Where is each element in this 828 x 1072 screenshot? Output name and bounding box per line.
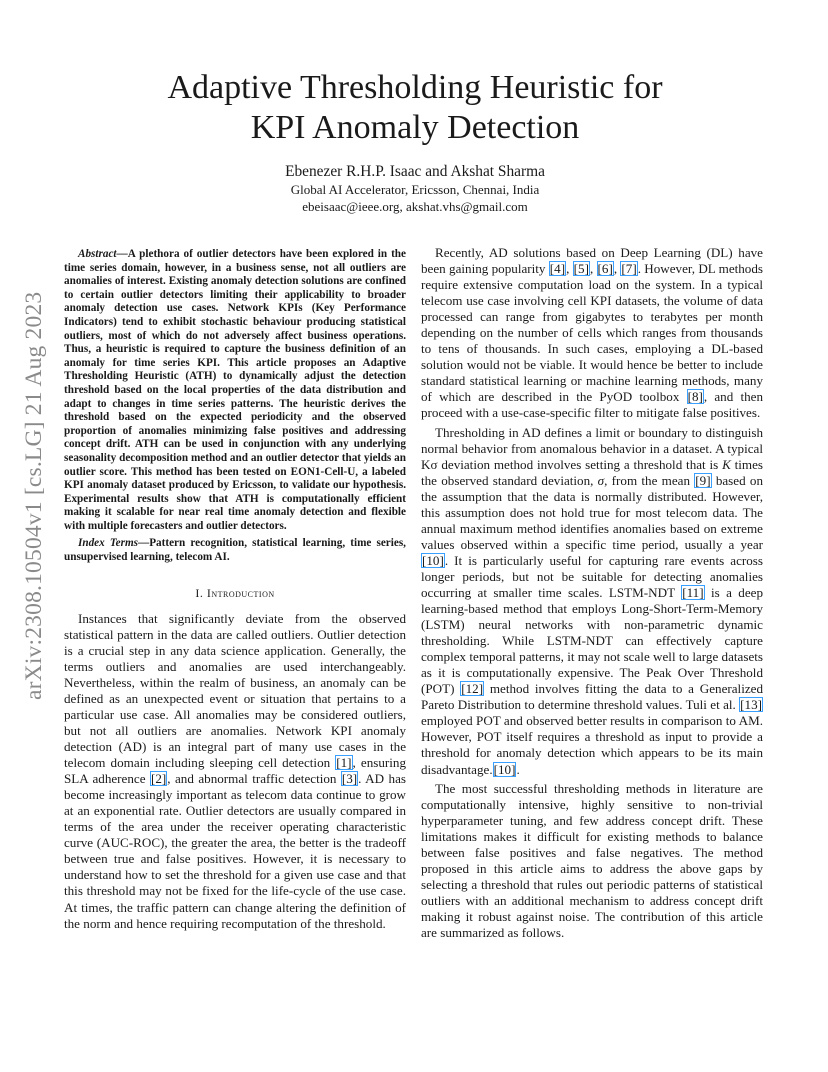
text-run: , ensuring SLA adherence [64,755,407,787]
intro-paragraph-3 [421,425,763,778]
citation-link[interactable]: [5] [573,261,589,277]
section-heading-introduction: I. Introduction [195,585,275,600]
text-run: is a deep learning-based method that employs Long-Short-Term-Memory (LSTM) neural networks with non-parametric dynamic thresholding. While LSTM-NDT can effectively capture complex temporal patterns, it may not scale well to large datasets as it is computationally expensive. The Peak Over Threshold (POT) [421,584,763,697]
text-run: , [589,261,597,277]
text-run: . However, DL methods require extensive computation load on the system. In a typical telecom use case involving cell KPI datasets, the volume of data processed can range from gigabytes to terabytes per month depending on the number of cells which ranges from thousands to tens of thousands. In such cases, employing a DL-based solution would not be viable. It would hence be better to include standard statistical learning or machine learning methods, many of which are described in the PyOD toolbox [421,261,763,405]
title-line-2: KPI Anomaly Detection [250,109,580,146]
author-emails: ebeisaac@ieee.org, akshat.vhs@gmail.com [302,199,528,214]
affiliation: Global AI Accelerator, Ericsson, Chennai, India [290,182,540,197]
text-run: times the observed standard deviation, [421,456,763,488]
text-run: . [516,761,520,777]
text-run: , and abnormal traffic detection [167,771,341,787]
text-run: , from the mean [604,472,695,488]
right-column [421,245,763,941]
text-run: employed POT and observed better results in comparison to AM. However, POT itself requires a threshold as input to provide a threshold for anomaly detection which appears to be its main disadvantage. [421,713,763,777]
citation-link[interactable]: [11] [682,584,704,600]
citation-link[interactable]: [7] [621,261,637,277]
text-run: , and then proceed with a use-case-specific filter to mitigate false positives. [421,389,763,421]
intro-paragraph-2 [421,245,763,422]
citation-link[interactable]: [8] [687,389,703,405]
citation-link[interactable]: [10] [493,761,516,777]
text-run: Recently, AD solutions based on Deep Learning (DL) have been gaining popularity [421,245,763,277]
citation-link[interactable]: [9] [695,472,711,488]
abstract-text: —A plethora of outlier detectors have been explored in the time series domain, however, in a business sense, not all outliers are anomalies of interest. Existing anomaly detection solutions are confined to certain outlier detectors limiting their applicability to broader anomaly detection use cases. Network KPIs (Key Performance Indicators) tend to exhibit stochastic behaviour producing statistical outliers, most of which do not adversely affect business operations. Thus, a heuristic is required to capture the business definition of an anomaly for time series KPI. This article proposes an Adaptive Thresholding Heuristic (ATH) to dynamically adjust the detection threshold based on the local properties of the data distribution and adapt to changes in time series patterns. The heuristic derives the threshold based on the expected periodicity and the observed proportion of anomalies minimizing false positives and addressing concept drift. ATH can be used in conjunction with any underlying seasonality decomposition method and an outlier detector that yields an outlier score. This method has been tested on EON1-Cell-U, a labeled KPI anomaly dataset produced by Ericsson, to validate our hypothesis. Experimental results show that ATH is computationally efficient making it scalable for near real time anomaly detection and flexible with multiple forecasters and outlier detectors. [64,248,406,532]
left-column [64,248,406,932]
text-run: , [566,261,573,277]
text-run: method involves fitting the data to a Generalized Pareto Distribution to determine threshold values. Tuli et al. [421,681,764,713]
index-terms-label: Index Terms [78,537,139,550]
citation-link[interactable]: [1] [336,755,352,771]
arxiv-identifier-stamp: arXiv:2308.10504v1 [cs.LG] 21 Aug 2023 [21,291,47,700]
index-terms-text: —Pattern recognition, statistical learning, time series, unsupervised learning, telecom AI. [64,537,406,564]
math-sigma: σ [597,472,605,488]
citation-link[interactable]: [13] [740,697,762,713]
intro-paragraph-4: The most successful thresholding methods in literature are computationally intensive, highly sensitive to non-trivial hyperparameter tuning, and few address concept drift. These limitations makes it difficult for existing methods to balance between false positives and false negatives. The method proposed in this article aims to address the above gaps by selecting a threshold that rules out periodic patterns of statistical outliers with an additional mechanism to address concept drift making it robust against noise. The contribution of this article are summarized as follows. [421,780,763,940]
text-run: based on the assumption that the data is normally distributed. However, this assumption does not hold true for most telecom data. The annual maximum method identifies anomalies based on extreme values observed within a specific time period, usually a year [421,472,763,552]
title-line-1: Adaptive Thresholding Heuristic for [167,69,663,106]
text-run: , [613,261,621,277]
citation-link[interactable]: [6] [597,261,613,277]
text-run: . AD has become increasingly important as telecom data continue to grow at an exponential rate. Outlier detectors are usually compared in terms of the area under the receiver operating characteristic curve (AUC-ROC), the greater the area, the better is the tradeoff between true and false positives. However, it is necessary to understand how to set the threshold for a given use case and that this threshold may not be fixed for the life-cycle of the use case. At times, the traffic pattern can change altering the definition of the norm and hence requiring recomputation of the threshold. [64,771,406,931]
citation-link[interactable]: [2] [150,771,167,787]
authors: Ebenezer R.H.P. Isaac and Akshat Sharma [285,163,545,180]
paper-title [100,68,730,148]
text-run: Instances that significantly deviate from the observed statistical pattern in the data are called outliers. Outlier detection is a crucial step in any data science application. Generally, the terms outliers and anomalies are used interchangeably. Nevertheless, within the realm of business, an anomaly can be defined as an unexpected event or situation that pertains to a particular use case. All anomalies may be considered outliers, but not all outliers are anomalies. Network KPI anomaly detection (AD) is an integral part of many use cases in the telecom domain including sleeping cell detection [64,610,406,771]
abstract-label: Abstract [78,248,117,260]
text-run: Thresholding in AD defines a limit or boundary to distinguish normal behavior from anomalous behavior in a dataset. A typical Kσ deviation method involves setting a threshold that is [421,424,763,472]
citation-link[interactable]: [4] [549,261,566,277]
intro-paragraph-1 [64,611,406,932]
citation-link[interactable]: [12] [461,681,484,697]
math-k: K [722,456,731,472]
citation-link[interactable]: [3] [341,771,358,787]
index-terms [64,537,406,564]
citation-link[interactable]: [10] [422,552,444,568]
abstract [64,248,406,533]
text-run: . It is particularly useful for capturing rare events across longer periods, but not be suitable for detecting anomalies occurring at smaller time scales. LSTM-NDT [421,552,763,600]
